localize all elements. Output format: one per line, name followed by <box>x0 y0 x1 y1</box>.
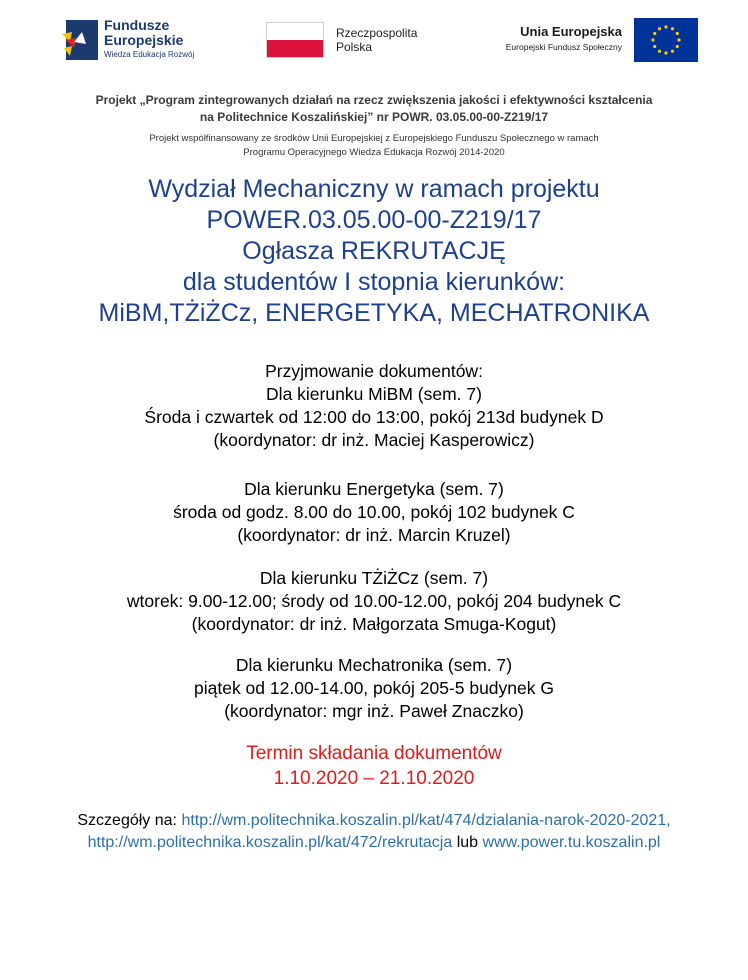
headline-line4: dla studentów I stopnia kierunków: <box>182 268 566 296</box>
rp-line2: Polska <box>336 40 373 54</box>
headline-line2: POWER.03.05.00-00-Z219/17 <box>206 206 542 234</box>
block-title: Dla kierunku MiBM (sem. 7) <box>266 384 482 404</box>
eu-star-icon <box>676 32 679 35</box>
rzeczpospolita-text <box>336 26 417 54</box>
eu-star-icon <box>664 51 667 54</box>
eu-star-icon <box>651 38 654 41</box>
unia-europejska-text <box>506 24 622 54</box>
link-power[interactable]: www.power.tu.koszalin.pl <box>482 834 661 851</box>
intake-block-energetyka <box>0 478 748 547</box>
ue-line2: Europejski Fundusz Społeczny <box>505 42 622 52</box>
headline-line1: Wydział Mechaniczny w ramach projektu <box>148 175 600 203</box>
intake-heading: Przyjmowanie dokumentów: <box>265 361 483 381</box>
details-label: Szczegóły na: <box>77 812 182 829</box>
block-schedule: piątek od 12.00-14.00, pokój 205-5 budynek G <box>194 678 554 698</box>
fundusze-europejskie-logo <box>60 14 280 70</box>
block-schedule: środa od godz. 8.00 do 10.00, pokój 102 budynek C <box>173 502 575 522</box>
details <box>0 810 748 854</box>
project-title <box>0 92 748 126</box>
eu-star-icon <box>671 27 674 30</box>
eu-flag-icon <box>634 18 698 62</box>
block-coordinator: (koordynator: dr inż. Maciej Kasperowicz) <box>213 430 535 450</box>
fe-line3: Wiedza Edukacja Rozwój <box>104 50 195 59</box>
ue-line1: Unia Europejska <box>520 24 622 39</box>
eu-star-icon <box>653 45 656 48</box>
link-rekrutacja[interactable]: http://wm.politechnika.koszalin.pl/kat/472/rekrutacja <box>87 834 453 851</box>
eu-star-icon <box>671 50 674 53</box>
polish-flag-icon <box>266 22 324 58</box>
project-cofin-line2: Programu Operacyjnego Wiedza Edukacja Rozwój 2014-2020 <box>243 147 505 158</box>
eu-star-icon <box>653 32 656 35</box>
rp-line1: Rzeczpospolita <box>336 26 418 40</box>
details-connector: lub <box>452 834 483 851</box>
link-dzialania[interactable]: http://wm.politechnika.koszalin.pl/kat/474/dzialania-narok-2020-2021, <box>181 812 671 829</box>
eu-star-icon <box>664 25 667 28</box>
fundusze-europejskie-text <box>104 18 194 62</box>
block-title: Dla kierunku Energetyka (sem. 7) <box>244 479 504 499</box>
eu-star-icon <box>676 45 679 48</box>
block-title: Dla kierunku TŻiŻCz (sem. 7) <box>259 568 489 588</box>
block-title: Dla kierunku Mechatronika (sem. 7) <box>235 655 513 675</box>
logo-bar <box>0 10 748 76</box>
fe-line1: Fundusze <box>104 17 170 33</box>
intake-block-mibm <box>0 360 748 452</box>
fe-line2: Europejskie <box>104 32 184 48</box>
block-schedule: Środa i czwartek od 12:00 do 13:00, pokój 213d budynek D <box>144 407 604 427</box>
headline-line3: Ogłasza REKRUTACJĘ <box>242 237 506 265</box>
block-coordinator: (koordynator: dr inż. Marcin Kruzel) <box>237 525 511 545</box>
block-coordinator: (koordynator: mgr inż. Paweł Znaczko) <box>224 701 524 721</box>
project-title-line1: Projekt „Program zintegrowanych działań na rzecz zwiększenia jakości i efektywności kształcenia <box>95 93 653 107</box>
deadline-line1: Termin składania dokumentów <box>246 743 502 764</box>
intake-block-mechatronika <box>0 654 748 723</box>
block-coordinator: (koordynator: dr inż. Małgorzata Smuga-Kogut) <box>191 614 557 634</box>
details-row2 <box>0 832 748 854</box>
headline <box>0 174 748 329</box>
fundusze-europejskie-mark-icon <box>60 14 100 64</box>
intake-block-tzizcz <box>0 567 748 636</box>
project-cofinancing <box>0 132 748 160</box>
project-title-line2: na Politechnice Koszalińskiej” nr POWR. 03.05.00-00-Z219/17 <box>199 110 549 124</box>
deadline-dates: 1.10.2020 – 21.10.2020 <box>273 768 475 789</box>
block-schedule: wtorek: 9.00-12.00; środy od 10.00-12.00, pokój 204 budynek C <box>126 591 622 611</box>
eu-star-icon <box>658 50 661 53</box>
rzeczpospolita-polska-logo <box>266 22 466 62</box>
eu-star-icon <box>677 38 680 41</box>
headline-line5: MiBM,TŻiŻCz, ENERGETYKA, MECHATRONIKA <box>98 299 650 327</box>
deadline <box>0 741 748 791</box>
unia-europejska-logo <box>486 18 698 64</box>
eu-star-icon <box>658 27 661 30</box>
details-row1 <box>0 810 748 832</box>
project-cofin-line1: Projekt współfinansowany ze środków Unii Europejskiej z Europejskiego Funduszu Społecznego w ramach <box>149 133 599 144</box>
